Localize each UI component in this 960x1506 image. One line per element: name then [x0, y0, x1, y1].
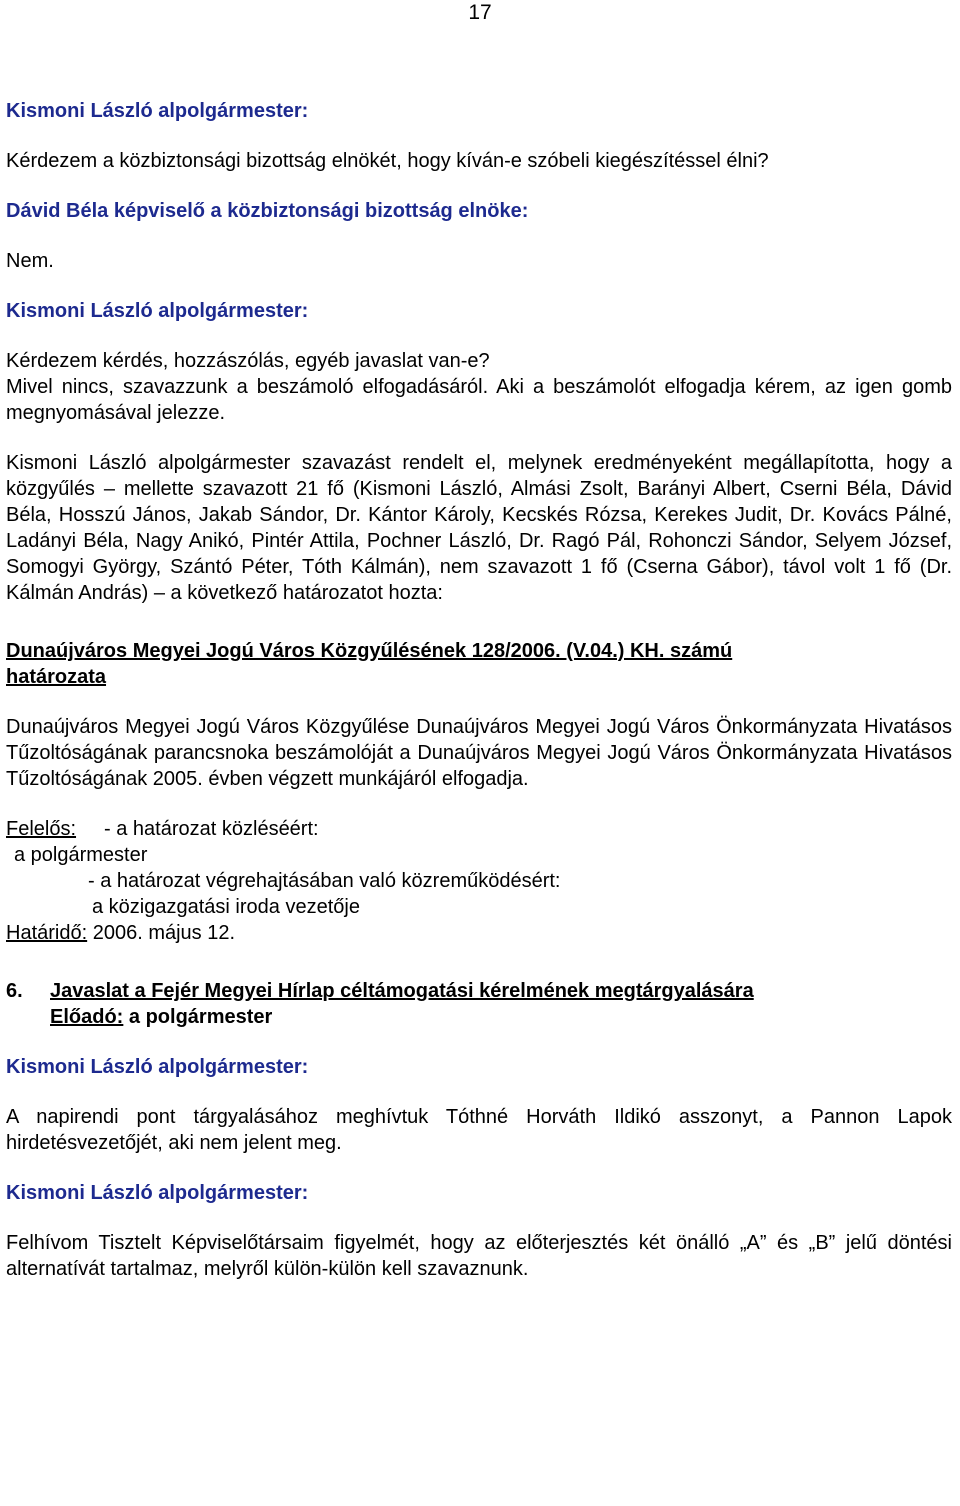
document-body	[6, 98, 952, 1282]
resolution-title-line: Dunaújváros Megyei Jogú Város Közgyűlésének 128/2006. (V.04.) KH. számú	[6, 640, 733, 662]
responsible-block	[6, 816, 952, 946]
speaker-heading: Kismoni László alpolgármester:	[6, 1182, 309, 1204]
resolution-title	[6, 638, 952, 690]
deadline-line	[6, 920, 952, 946]
responsible-line	[6, 816, 952, 842]
presenter-label: Előadó:	[50, 1006, 124, 1028]
responsible-label: Felelős:	[6, 818, 77, 840]
presenter-line	[50, 1004, 952, 1030]
speaker-heading: Kismoni László alpolgármester:	[6, 100, 309, 122]
paragraph: Kérdezem a közbiztonsági bizottság elnökét, hogy kíván-e szóbeli kiegészítéssel élni?	[6, 150, 769, 172]
deadline-label: Határidő:	[6, 922, 88, 944]
presenter-value: a polgármester	[128, 1006, 273, 1028]
agenda-item-number: 6.	[6, 980, 23, 1002]
paragraph: Nem.	[6, 250, 54, 272]
paragraph: Mivel nincs, szavazzunk a beszámoló elfogadásáról. Aki a beszámolót elfogadja kérem, az igen gomb megnyomásával jelezze.	[6, 376, 952, 424]
responsible-person: a polgármester	[14, 844, 148, 866]
paragraph: A napirendi pont tárgyalásához meghívtuk Tóthné Horváth Ildikó asszonyt, a Pannon Lapok hirdetésvezetőjét, aki nem jelent meg.	[6, 1106, 952, 1154]
deadline-value: 2006. május 12.	[92, 922, 236, 944]
paragraph: Kérdezem kérdés, hozzászólás, egyéb javaslat van-e?	[6, 350, 490, 372]
page-number: 17	[468, 1, 492, 24]
responsible-text: - a határozat közléséért:	[104, 818, 319, 840]
agenda-item-body	[50, 978, 952, 1054]
agenda-item	[6, 978, 952, 1054]
paragraph: Felhívom Tisztelt Képviselőtársaim figyelmét, hogy az előterjesztés két önálló „A” és „B” jelű döntési alternatívát tartalmaz, melyről külön-külön kell szavaznunk.	[6, 1232, 952, 1280]
vote-result-paragraph: Kismoni László alpolgármester szavazást rendelt el, melynek eredményeként megállapította, hogy a közgyűlés – mellette szavazott 21 fő (Kismoni László, Almási Zsolt, Barányi Albert, Cserni Béla, Dávid Béla, Hosszú János, Jakab Sándor, Dr. Kántor Károly, Kecskés Rózsa, Kerekes Judit, Dr. Kovács Pálné, Ladányi Béla, Nagy Anikó, Pintér Attila, Pochner László, Dr. Ragó Pál, Rohonczi Sándor, Selyem József, Somogyi György, Szántó Péter, Tóth Kálmán), nem szavazott 1 fő (Cserna Gábor), távol volt 1 fő (Dr. Kálmán András) – a következő határozatot hozta:	[6, 452, 952, 604]
resolution-text: Dunaújváros Megyei Jogú Város Közgyűlése Dunaújváros Megyei Jogú Város Önkormányzata Hivatásos Tűzoltóságának parancsnoka beszámolóját a Dunaújváros Megyei Jogú Város Önkormányzata Hivatásos Tűzoltóságának 2005. évben végzett munkájáról elfogadja.	[6, 716, 952, 790]
responsible-line: - a határozat végrehajtásában való közreműködésért:	[88, 870, 561, 892]
agenda-item-title: Javaslat a Fejér Megyei Hírlap céltámogatási kérelmének megtárgyalására	[50, 980, 754, 1002]
resolution-title-line: határozata	[6, 666, 107, 688]
speaker-heading: Kismoni László alpolgármester:	[6, 1056, 309, 1078]
responsible-person: a közigazgatási iroda vezetője	[92, 896, 360, 918]
speaker-heading: Kismoni László alpolgármester:	[6, 300, 309, 322]
speaker-heading: Dávid Béla képviselő a közbiztonsági bizottság elnöke:	[6, 200, 529, 222]
